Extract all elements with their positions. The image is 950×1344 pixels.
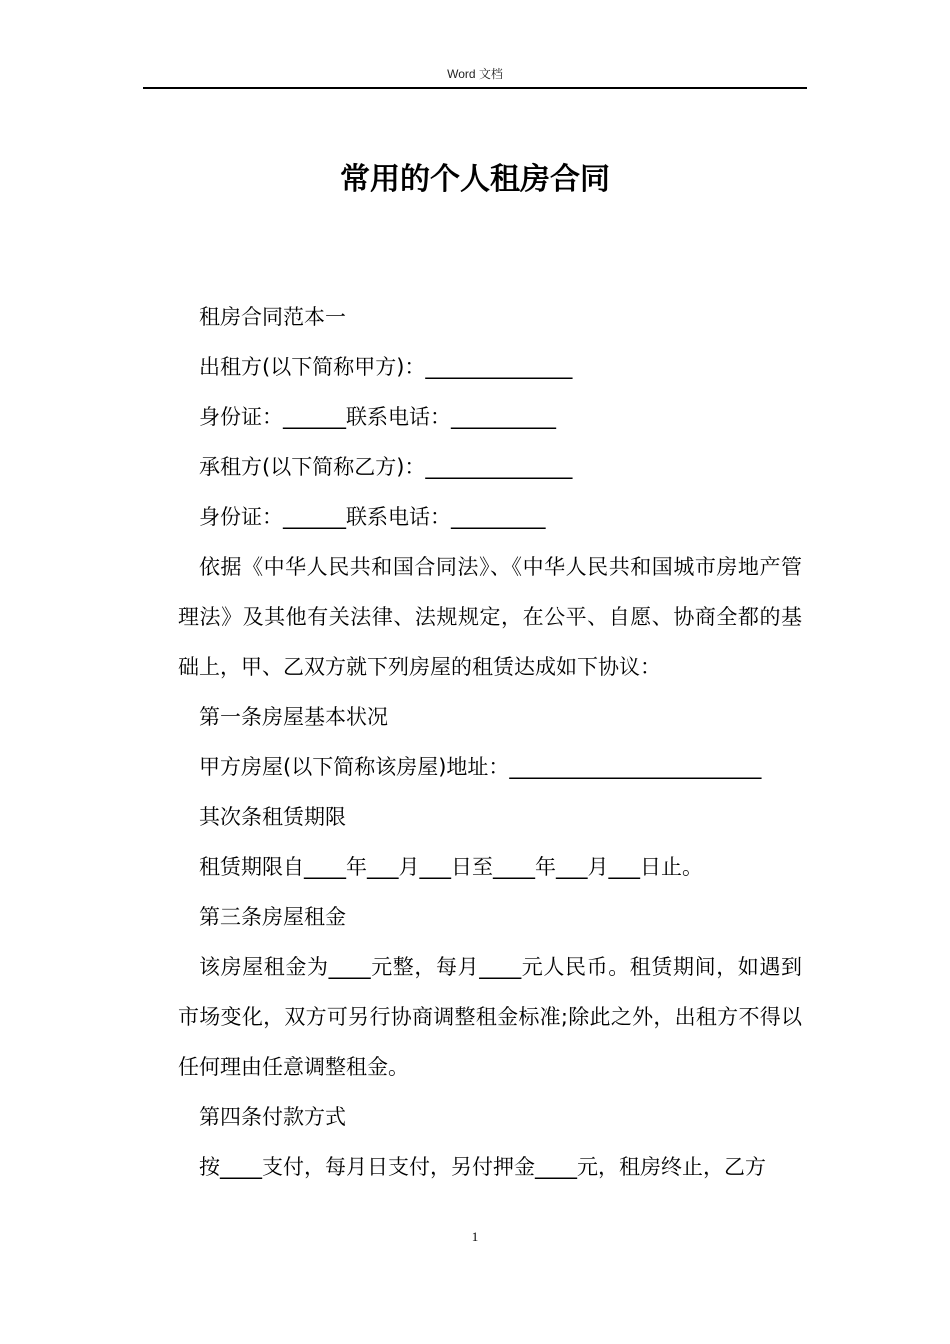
preamble-paragraph: 依据《中华人民共和国合同法》、《中华人民共和国城市房地产管理法》及其他有关法律、法规规定，在公平、自愿、协商全都的基础上，甲、乙双方就下列房屋的租赁达成如下协议： [178,555,802,679]
property-address-line: 甲方房屋(以下简称该房屋)地址：________________________ [199,755,762,779]
lessee-id-phone-line: 身份证：______联系电话：_________ [199,505,546,529]
lessor-id-phone-line: 身份证：______联系电话：__________ [199,405,556,429]
page-header: Word 文档 [447,67,503,81]
payment-method-line: 按____支付，每月日支付，另付押金____元，租房终止，乙方 [199,1155,766,1179]
article-two-heading: 其次条租赁期限 [199,805,346,829]
article-three-heading: 第三条房屋租金 [199,905,346,929]
section-heading-sample-one: 租房合同范本一 [199,305,346,329]
lease-term-line: 租赁期限自____年___月___日至____年___月___日止。 [199,855,703,879]
lessor-line: 出租方(以下简称甲方)：______________ [199,355,573,379]
header-divider [143,87,807,89]
document-body [178,292,802,1192]
document-title: 常用的个人租房合同 [340,162,610,197]
rent-paragraph: 该房屋租金为____元整，每月____元人民币。租赁期间，如遇到市场变化，双方可另行协商调整租金标准;除此之外，出租方不得以任何理由任意调整租金。 [178,955,802,1079]
page-number: 1 [471,1229,479,1244]
lessee-line: 承租方(以下简称乙方)：______________ [199,455,573,479]
article-four-heading: 第四条付款方式 [199,1105,346,1129]
article-one-heading: 第一条房屋基本状况 [199,705,388,729]
